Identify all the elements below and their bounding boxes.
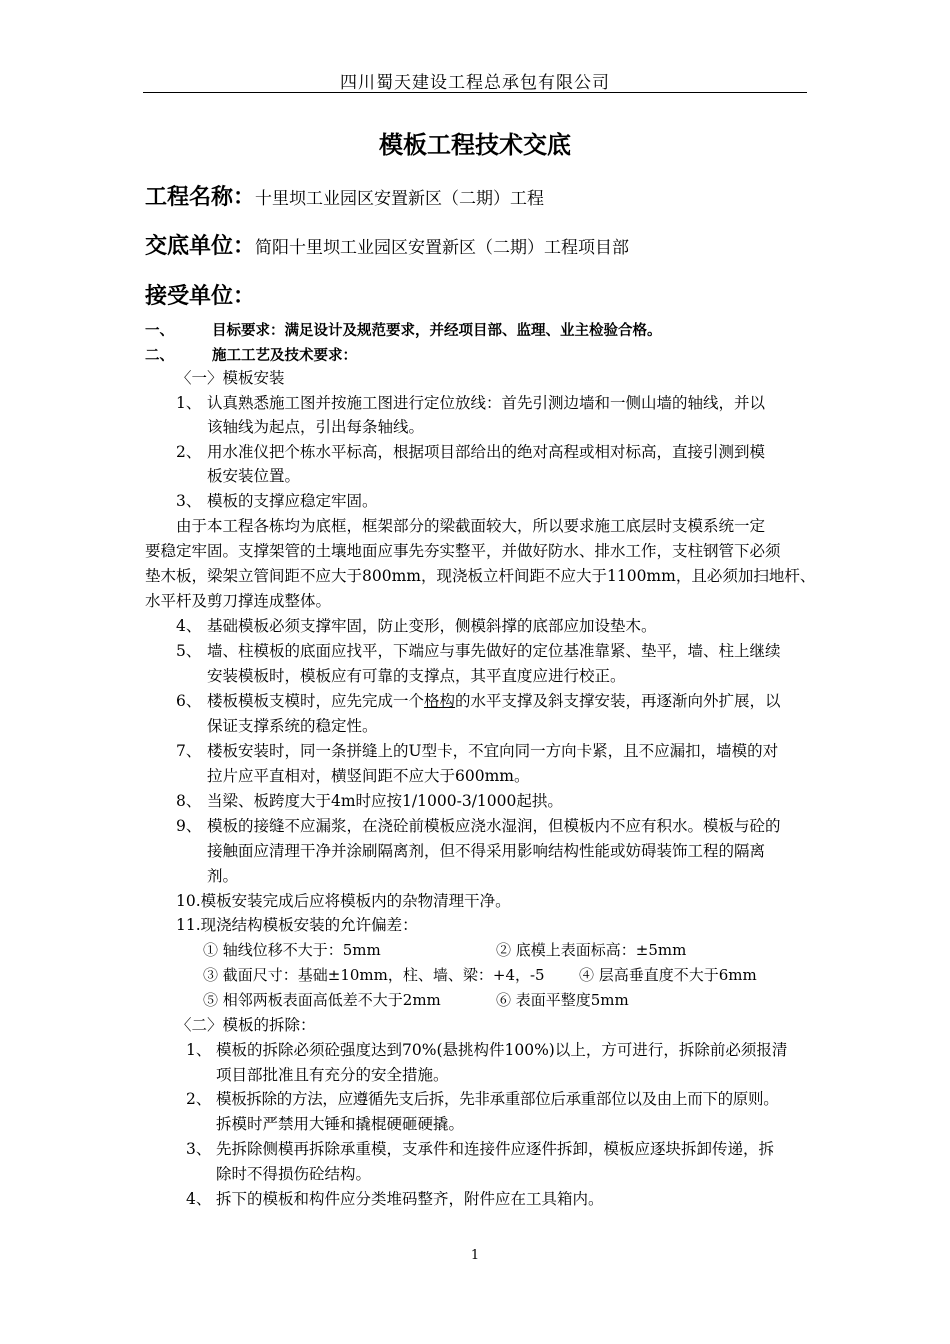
item-number: 2、 [176,443,202,461]
removal-heading: 〈二〉模板的拆除： [176,1016,316,1034]
item-number: 3、 [176,492,202,510]
receiver-label: 接受单位： [145,284,256,309]
issuer-label: 交底单位： [145,234,256,259]
item-text: 模板的接缝不应漏浆，在浇砼前模板应浇水湿润，但模板内不应有积水。模板与砼的 [207,817,781,835]
section-1-number: 一、 [145,323,174,339]
item-text: 用水准仪把个栋水平标高，根据项目部给出的绝对高程或相对标高，直接引测到模 [207,443,766,461]
item-text: 安装模板时，模板应有可靠的支撑点，其平直度应进行校正。 [207,667,626,685]
issuer-row [145,229,629,260]
item-number: 8、 [176,792,202,810]
document-title: 模板工程技术交底 [379,131,571,159]
item-number: 6、 [176,692,202,710]
section-2-text: 施工工艺及技术要求： [212,348,357,364]
header-rule [143,92,807,93]
item-text: 基础模板必须支撑牢固，防止变形，侧模斜撑的底部应加设垫木。 [207,617,657,635]
section-2-number: 二、 [145,348,174,364]
project-name-row [145,180,544,211]
item-text-part: 的水平支撑及斜支撑安装，再逐渐向外扩展，以 [455,692,781,710]
tolerance-item: ② 底模上表面标高：±5mm [496,941,687,959]
item-text: 10.模板安装完成后应将模板内的杂物清理干净。 [176,892,511,910]
item-text: 除时不得损伤砼结构。 [216,1165,372,1183]
issuer-value: 简阳十里坝工业园区安置新区（二期）工程项目部 [255,238,630,258]
item-text: 拉片应平直相对，横竖间距不应大于600mm。 [207,767,530,785]
install-heading: 〈一〉模板安装 [176,369,285,387]
item-text: 墙、柱模板的底面应找平，下端应与事先做好的定位基准靠紧、垫平，墙、柱上继续 [207,642,781,660]
item-number: 3、 [186,1140,212,1158]
item-text [207,689,781,713]
item-text: 楼板安装时，同一条拼缝上的U型卡，不宜向同一方向卡紧，且不应漏扣，墙模的对 [207,742,779,760]
item-number: 9、 [176,817,202,835]
tolerance-item: ⑥ 表面平整度5mm [496,991,629,1009]
page-number: 1 [470,1248,480,1263]
paragraph-line: 要稳定牢固。支撑架管的土壤地面应事先夯实整平，并做好防水、排水工作，支柱钢管下必须 [145,542,781,560]
tolerance-item: ① 轴线位移不大于：5mm [203,941,381,959]
item-text: 接触面应清理干净并涂刷隔离剂，但不得采用影响结构性能或妨碍装饰工程的隔离 [207,842,766,860]
paragraph-line: 由于本工程各栋均为底框，框架部分的梁截面较大，所以要求施工底层时支模系统一定 [176,517,766,535]
item-text: 剂。 [207,867,239,885]
item-text: 该轴线为起点，引出每条轴线。 [207,418,425,436]
underlined-term: 格构 [424,692,456,710]
item-text: 模板拆除的方法，应遵循先支后拆，先非承重部位后承重部位以及由上而下的原则。 [216,1090,779,1108]
tolerance-item: ⑤ 相邻两板表面高低差不大于2mm [203,991,441,1009]
item-text: 当梁、板跨度大于4m时应按1/1000-3/1000起拱。 [207,792,563,810]
section-1-text: 目标要求：满足设计及规范要求，并经项目部、监理、业主检验合格。 [212,323,662,339]
tolerance-item: ④ 层高垂直度不大于6mm [579,966,757,984]
item-number: 5、 [176,642,202,660]
paragraph-line: 水平杆及剪刀撑连成整体。 [145,592,332,610]
item-number: 1、 [176,394,202,412]
project-name-label: 工程名称： [145,185,256,210]
item-text: 项目部批准且有充分的安全措施。 [216,1066,449,1084]
item-number: 4、 [186,1190,212,1208]
paragraph-line: 垫木板，梁架立管间距不应大于800mm，现浇板立杆间距不应大于1100mm，且必须加扫地杆、 [145,567,816,585]
tolerance-item: ③ 截面尺寸：基础±10mm，柱、墙、梁：+4，-5 [203,966,545,984]
receiver-row [145,279,255,310]
item-text: 保证支撑系统的稳定性。 [207,717,378,735]
item-text: 板安装位置。 [207,467,301,485]
item-text: 认真熟悉施工图并按施工图进行定位放线：首先引测边墙和一侧山墙的轴线，并以 [207,394,766,412]
item-number: 2、 [186,1090,212,1108]
item-number: 7、 [176,742,202,760]
item-text: 先拆除侧模再拆除承重模，支承件和连接件应逐件拆卸，模板应逐块拆卸传递，拆 [216,1140,775,1158]
company-header: 四川蜀天建设工程总承包有限公司 [340,73,610,93]
item-text: 拆下的模板和构件应分类堆码整齐，附件应在工具箱内。 [216,1190,604,1208]
item-text: 拆模时严禁用大锤和撬棍硬砸硬撬。 [216,1115,465,1133]
item-text-part: 楼板模板支模时，应先完成一个 [207,692,425,710]
item-number: 1、 [186,1041,212,1059]
item-text: 11.现浇结构模板安装的允许偏差： [176,916,418,934]
item-text: 模板的支撑应稳定牢固。 [207,492,378,510]
item-number: 4、 [176,617,202,635]
project-name-value: 十里坝工业园区安置新区（二期）工程 [255,189,545,209]
item-text: 模板的拆除必须砼强度达到70%(悬挑构件100%)以上，方可进行，拆除前必须报清 [216,1041,788,1059]
